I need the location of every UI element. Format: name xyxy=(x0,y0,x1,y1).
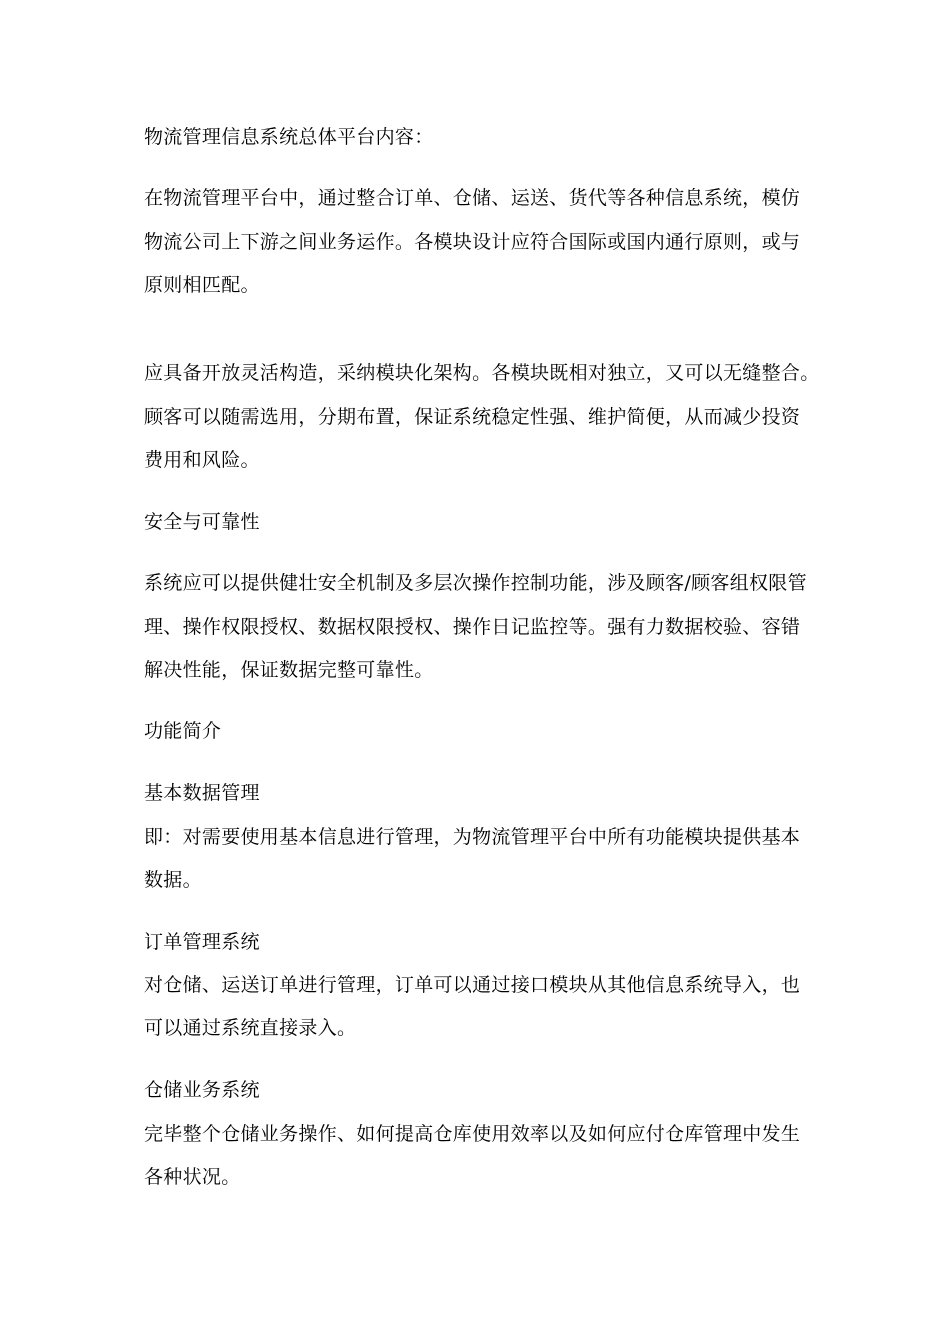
paragraph-line: 顾客可以随需选用，分期布置，保证系统稳定性强、维护简便，从而减少投资 xyxy=(144,406,801,428)
document-title: 物流管理信息系统总体平台内容： xyxy=(144,126,434,148)
section-heading: 订单管理系统 xyxy=(144,931,260,953)
section-heading: 基本数据管理 xyxy=(144,782,260,804)
paragraph-line: 即：对需要使用基本信息进行管理，为物流管理平台中所有功能模块提供基本 xyxy=(144,826,801,848)
paragraph-line: 应具备开放灵活构造，采纳模块化架构。各模块既相对独立，又可以无缝整合。 xyxy=(144,362,820,384)
paragraph-line: 对仓储、运送订单进行管理，订单可以通过接口模块从其他信息系统导入，也 xyxy=(144,974,801,996)
features-heading: 功能简介 xyxy=(144,720,222,742)
paragraph-line: 各种状况。 xyxy=(144,1166,241,1188)
paragraph-line: 可以通过系统直接录入。 xyxy=(144,1017,357,1039)
paragraph-line: 在物流管理平台中，通过整合订单、仓储、运送、货代等各种信息系统，模仿 xyxy=(144,187,801,209)
paragraph-line: 系统应可以提供健壮安全机制及多层次操作控制功能，涉及顾客/顾客组权限管 xyxy=(144,572,807,594)
paragraph-line: 解决性能，保证数据完整可靠性。 xyxy=(144,659,434,681)
paragraph-line: 物流公司上下游之间业务运作。各模块设计应符合国际或国内通行原则，或与 xyxy=(144,231,801,253)
paragraph-line: 原则相匹配。 xyxy=(144,274,260,296)
paragraph-line: 理、操作权限授权、数据权限授权、操作日记监控等。强有力数据校验、容错 xyxy=(144,616,801,638)
section-heading: 仓储业务系统 xyxy=(144,1079,260,1101)
paragraph-line: 费用和风险。 xyxy=(144,449,260,471)
paragraph-line: 完毕整个仓储业务操作、如何提高仓库使用效率以及如何应付仓库管理中发生 xyxy=(144,1123,801,1145)
security-heading: 安全与可靠性 xyxy=(144,511,260,533)
paragraph-line: 数据。 xyxy=(144,869,202,891)
